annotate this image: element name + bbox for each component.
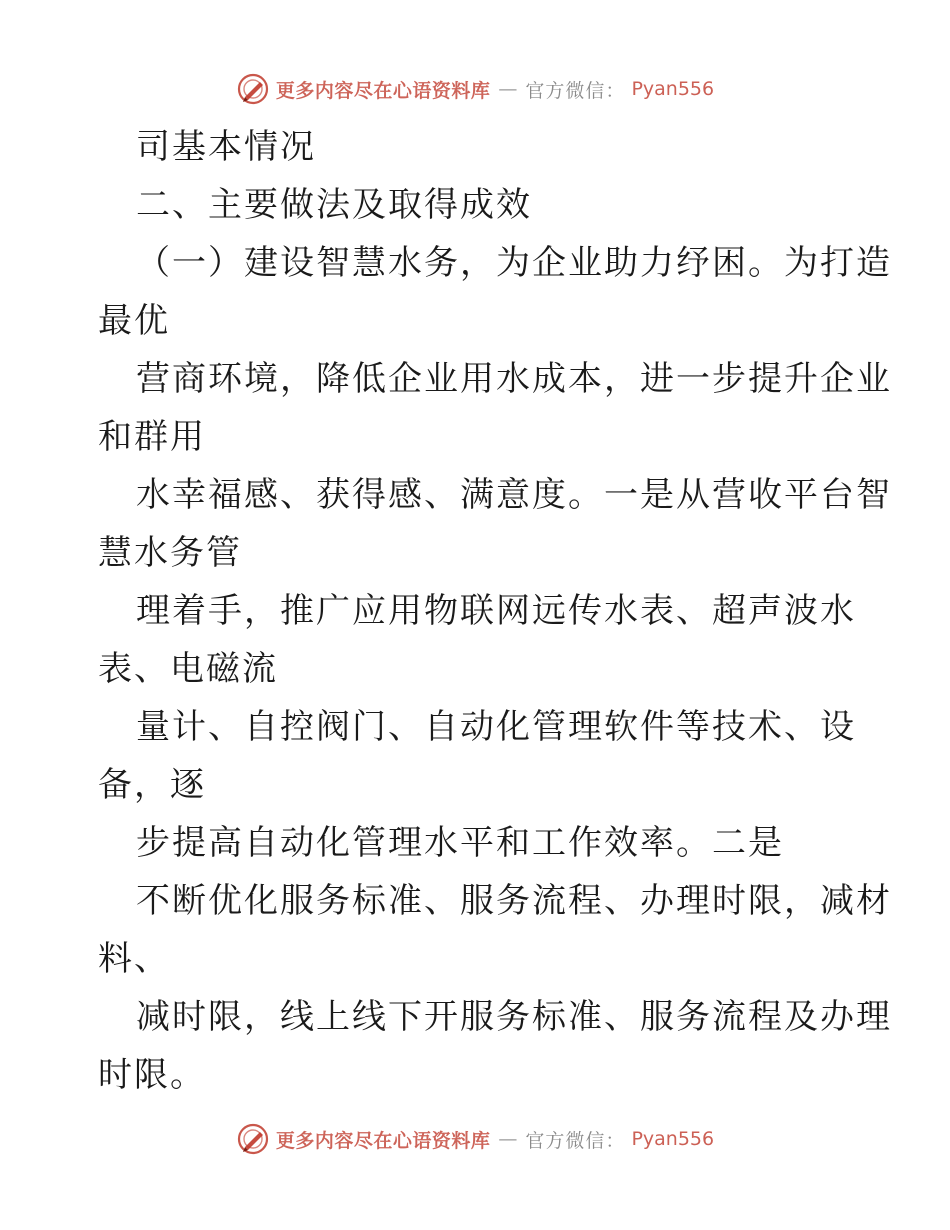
watermark-brand: 官方微信： — [525, 1129, 626, 1152]
text-line: 表、电磁流 — [98, 649, 278, 689]
text-line: 慧水务管 — [98, 533, 242, 573]
watermark-brand: 官方微信： — [525, 79, 626, 102]
text-line: 不断优化服务标准、服务流程、办理时限，减材 — [136, 881, 892, 921]
text-line: 理着手，推广应用物联网远传水表、超声波水 — [136, 591, 856, 631]
watermark-id: Pyan556 — [631, 1128, 715, 1150]
watermark-dash: — — [498, 1128, 518, 1150]
section-heading: 二、主要做法及取得成效 — [136, 185, 532, 225]
text-line: （一）建设智慧水务，为企业助力纾困。为打造 — [136, 243, 892, 283]
watermark-dash: — — [498, 78, 518, 100]
text-line: 最优 — [98, 301, 170, 341]
footer-watermark — [0, 1122, 950, 1156]
text-line: 料、 — [98, 939, 170, 979]
watermark-text: 更多内容尽在心语资料库 — [275, 79, 491, 102]
text-line: 步提高自动化管理水平和工作效率。二是 — [136, 823, 784, 863]
text-line: 营商环境，降低企业用水成本，进一步提升企业 — [136, 359, 892, 399]
text-line: 减时限，线上线下开服务标准、服务流程及办理 — [136, 997, 892, 1037]
logo-icon — [236, 1122, 270, 1156]
text-line: 时限。 — [98, 1055, 206, 1095]
document-body — [98, 118, 892, 1104]
text-line: 和群用 — [98, 417, 206, 457]
text-line: 司基本情况 — [136, 127, 316, 167]
text-line: 量计、自控阀门、自动化管理软件等技术、设 — [136, 707, 856, 747]
text-line: 备，逐 — [98, 765, 206, 805]
watermark-id: Pyan556 — [631, 78, 715, 100]
text-line: 水幸福感、获得感、满意度。一是从营收平台智 — [136, 475, 892, 515]
header-watermark — [0, 72, 950, 106]
logo-icon — [236, 72, 270, 106]
watermark-text: 更多内容尽在心语资料库 — [275, 1129, 491, 1152]
